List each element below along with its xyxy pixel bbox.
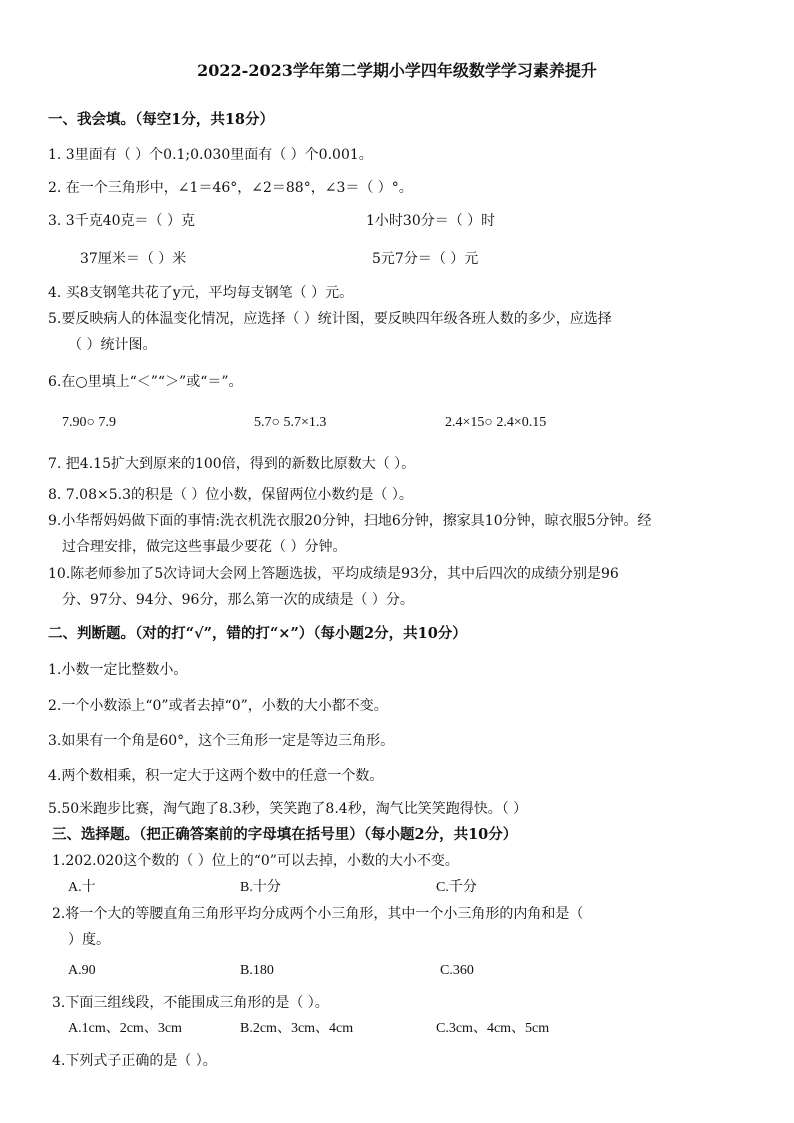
question-1-1: 1. 3里面有（ ）个0.1;0.030里面有（ ）个0.001。 — [48, 147, 373, 163]
question-1-6b: 5.7○ 5.7×1.3 — [254, 415, 327, 430]
question-1-5-line2: （ ）统计图。 — [68, 337, 157, 353]
section-3-heading: 三、选择题。（把正确答案前的字母填在括号里）（每小题2分，共10分） — [52, 826, 518, 843]
question-3-3: 3.下面三组线段，不能围成三角形的是（ ）。 — [52, 995, 329, 1011]
question-3-2-option-a: A.90 — [68, 963, 96, 978]
question-1-3d: 5元7分＝（ ）元 — [372, 251, 479, 267]
question-3-2-line2: ）度。 — [68, 932, 110, 948]
question-1-5-line1: 5.要反映病人的体温变化情况，应选择（ ）统计图，要反映四年级各班人数的多少，应选择 — [48, 311, 612, 327]
question-3-1-option-a: A.十 — [68, 880, 96, 895]
question-3-2-option-b: B.180 — [240, 963, 274, 978]
question-3-1-option-b: B.十分 — [240, 880, 281, 895]
question-1-10-line2: 分、97分、94分、96分，那么第一次的成绩是（ ）分。 — [62, 592, 414, 608]
question-1-2: 2. 在一个三角形中，∠1＝46°，∠2＝88°，∠3＝（ ）°。 — [48, 180, 413, 196]
question-1-4: 4. 买8支钢笔共花了y元，平均每支钢笔（ ）元。 — [48, 285, 354, 301]
question-1-3c: 37厘米＝（ ）米 — [80, 251, 187, 267]
question-3-1: 1.202.020这个数的（ ）位上的“0”可以去掉，小数的大小不变。 — [52, 853, 459, 869]
question-1-8: 8. 7.08×5.3的积是（ ）位小数，保留两位小数约是（ ）。 — [48, 487, 413, 503]
question-1-3b: 1小时30分＝（ ）时 — [366, 213, 496, 229]
question-2-5: 5.50米跑步比赛，淘气跑了8.3秒，笑笑跑了8.4秒，淘气比笑笑跑得快。（ ） — [48, 801, 528, 817]
question-3-3-option-b: B.2cm、3cm、4cm — [240, 1021, 354, 1036]
question-1-9-line2: 过合理安排，做完这些事最少要花（ ）分钟。 — [62, 539, 347, 555]
question-3-1-option-c: C.千分 — [436, 880, 477, 895]
question-3-3-option-c: C.3cm、4cm、5cm — [436, 1021, 550, 1036]
question-3-2-option-c: C.360 — [440, 963, 474, 978]
question-1-3a: 3. 3千克40克＝（ ）克 — [48, 213, 195, 229]
question-2-2: 2.一个小数添上“0”或者去掉“0”，小数的大小都不变。 — [48, 698, 388, 714]
question-2-3: 3.如果有一个角是60°，这个三角形一定是等边三角形。 — [48, 733, 395, 749]
section-1-heading: 一、我会填。（每空1分，共18分） — [48, 111, 275, 128]
question-1-6: 6.在○里填上“＜”“＞”或“＝”。 — [48, 374, 243, 390]
question-1-7: 7. 把4.15扩大到原来的100倍，得到的新数比原数大（ ）。 — [48, 456, 416, 472]
question-1-6a: 7.90○ 7.9 — [62, 415, 116, 430]
section-2-heading: 二、判断题。（对的打“√”，错的打“×”）（每小题2分，共10分） — [48, 625, 467, 642]
question-3-2-line1: 2.将一个大的等腰直角三角形平均分成两个小三角形，其中一个小三角形的内角和是（ — [52, 906, 584, 922]
question-3-4: 4.下列式子正确的是（ ）。 — [52, 1053, 217, 1069]
question-1-6c: 2.4×15○ 2.4×0.15 — [445, 415, 547, 430]
question-1-10-line1: 10.陈老师参加了5次诗词大会网上答题选拔，平均成绩是93分，其中后四次的成绩分别是96 — [48, 566, 619, 582]
question-2-1: 1.小数一定比整数小。 — [48, 662, 188, 678]
question-3-3-option-a: A.1cm、2cm、3cm — [68, 1021, 182, 1036]
question-1-9-line1: 9.小华帮妈妈做下面的事情:洗衣机洗衣服20分钟，扫地6分钟，擦家具10分钟，晾衣服5分钟。经 — [48, 513, 652, 529]
page-title: 2022-2023学年第二学期小学四年级数学学习素养提升 — [197, 61, 597, 80]
question-2-4: 4.两个数相乘，积一定大于这两个数中的任意一个数。 — [48, 768, 384, 784]
